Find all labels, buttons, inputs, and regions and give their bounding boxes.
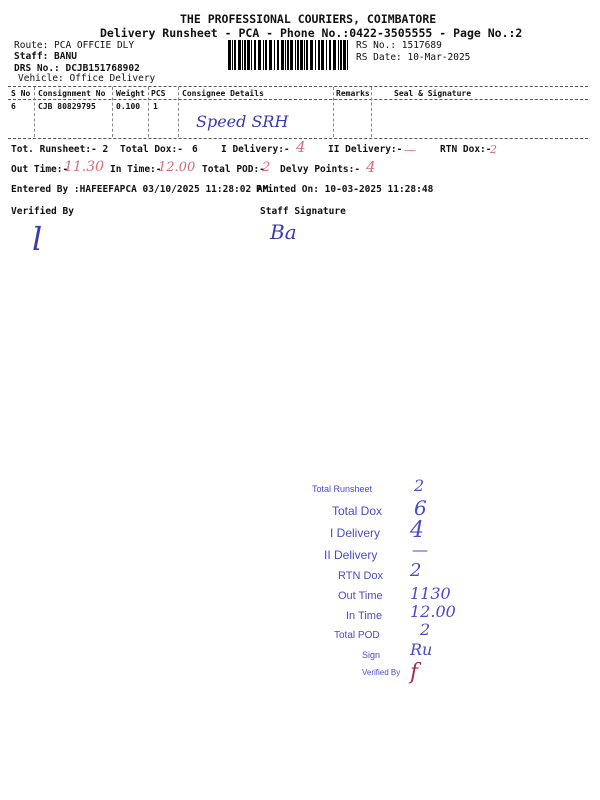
row-pcs: 1 xyxy=(153,102,158,111)
barcode-bar xyxy=(333,40,336,70)
staff-text: Staff: BANU xyxy=(14,51,77,62)
company-title: THE PROFESSIONAL COURIERS, COIMBATORE xyxy=(180,12,437,26)
col-divider xyxy=(112,87,113,137)
barcode-bar xyxy=(281,40,284,70)
staff-signature: Ba xyxy=(270,220,297,244)
barcode-bar xyxy=(326,40,327,70)
stamp-rtn-dox-label: RTN Dox xyxy=(338,570,384,582)
stamp-sign-label: Sign xyxy=(362,650,381,660)
barcode-bar xyxy=(258,40,261,70)
rtn-dox-label: RTN Dox:- xyxy=(440,144,492,155)
in-time-hand: 12.00 xyxy=(158,160,196,175)
barcode-bar xyxy=(263,40,264,70)
barcode-bar xyxy=(321,40,324,70)
barcode-bar xyxy=(234,40,236,70)
entered-by: Entered By :HAFEEFAPCA 03/10/2025 11:28:02 AM xyxy=(11,184,269,195)
col-consignment: Consignment No xyxy=(38,89,106,98)
verified-by-signature: l xyxy=(32,220,43,258)
vehicle-text: Vehicle: Office Delivery xyxy=(18,73,156,84)
delvy-points-hand: 4 xyxy=(366,158,376,176)
ii-delivery-hand: — xyxy=(404,143,416,157)
total-pod-hand: 2 xyxy=(262,160,271,175)
barcode-bar xyxy=(285,40,286,70)
row-sno: 6 xyxy=(11,102,16,111)
stamp-sign-value: Ru xyxy=(410,640,433,659)
col-divider xyxy=(178,87,179,137)
barcode-bar xyxy=(295,40,296,70)
row-consignment: CJB 80829795 xyxy=(38,102,96,111)
barcode-bar xyxy=(338,40,339,70)
col-consignee: Consignee Details xyxy=(182,89,264,98)
col-sno: S No xyxy=(11,89,31,98)
col-divider xyxy=(333,87,334,137)
verified-by-label: Verified By xyxy=(11,206,74,217)
stamp-in-time-value: 12.00 xyxy=(410,602,456,621)
stamp-ii-delivery-label: II Delivery xyxy=(324,548,378,562)
barcode-bar xyxy=(329,40,331,70)
barcode-bar xyxy=(254,40,256,70)
row-consignee-handwriting: Speed SRH xyxy=(196,112,289,131)
runsheet-subtitle: Delivery Runsheet - PCA - Phone No.:0422-3505555 - Page No.:2 xyxy=(100,26,523,40)
barcode-bar xyxy=(244,40,246,70)
stamp-verified-by-value: f xyxy=(410,660,419,685)
rs-no-text: RS No.: 1517689 xyxy=(356,40,442,51)
drs-no-text: DRS No.: DCJB151768902 xyxy=(14,63,140,74)
barcode-bar xyxy=(242,40,243,70)
i-delivery-hand: 4 xyxy=(296,138,306,156)
barcode-bar xyxy=(340,40,342,70)
out-time-label: Out Time:- xyxy=(11,164,69,175)
total-dox-label: Total Dox:- xyxy=(120,144,183,155)
delvy-points-label: Delvy Points:- xyxy=(280,164,361,175)
col-divider xyxy=(34,87,35,137)
stamp-total-dox-value: 6 xyxy=(414,496,427,520)
barcode-bar xyxy=(306,40,308,70)
col-divider xyxy=(148,87,149,137)
total-dox-value: 6 xyxy=(192,144,198,155)
barcode-bar xyxy=(297,40,299,70)
col-pcs: PCS xyxy=(151,89,166,98)
in-time-label: In Time:- xyxy=(110,164,162,175)
barcode-bar xyxy=(277,40,279,70)
route-text: Route: PCA OFFCIE DLY xyxy=(14,40,135,51)
barcode-bar xyxy=(343,40,346,70)
total-pod-label: Total POD:- xyxy=(202,164,265,175)
stamp-total-dox-label: Total Dox xyxy=(332,504,383,518)
stamp-i-delivery-label: I Delivery xyxy=(330,526,381,540)
barcode-bar xyxy=(290,40,293,70)
stamp-total-runsheet-value: 2 xyxy=(414,476,425,495)
i-delivery-label: I Delivery:- xyxy=(221,144,290,155)
barcode-bar xyxy=(310,40,313,70)
stamp-out-time-value: 1130 xyxy=(410,584,451,603)
stamp-in-time-label: In Time xyxy=(346,610,383,622)
rtn-dox-hand: 2 xyxy=(490,143,497,156)
ii-delivery-label: II Delivery:- xyxy=(328,144,403,155)
barcode-bar xyxy=(318,40,320,70)
table-top-rule xyxy=(8,86,588,87)
row-weight: 0.100 xyxy=(116,102,141,111)
barcode-bar xyxy=(228,40,231,70)
barcode-bar xyxy=(274,40,275,70)
barcode xyxy=(228,40,350,70)
barcode-bar xyxy=(269,40,272,70)
out-time-hand: 11.30 xyxy=(64,159,105,175)
col-seal-signature: Seal & Signature xyxy=(394,89,472,98)
col-remarks: Remarks xyxy=(336,89,370,98)
barcode-bar xyxy=(232,40,233,70)
printed-on: Printed On: 10-03-2025 11:28:48 xyxy=(256,184,434,195)
barcode-bar xyxy=(238,40,241,70)
stamp-ii-delivery-value: — xyxy=(412,540,428,559)
stamp-total-pod-label: Total POD xyxy=(334,630,380,641)
barcode-bar xyxy=(347,40,348,70)
barcode-bar xyxy=(315,40,316,70)
barcode-bar xyxy=(304,40,305,70)
stamp-total-runsheet-label: Total Runsheet xyxy=(312,484,373,494)
table-header-rule xyxy=(8,99,588,100)
col-weight: Weight xyxy=(116,89,145,98)
barcode-bar xyxy=(251,40,252,70)
barcode-bar xyxy=(247,40,250,70)
staff-signature-label: Staff Signature xyxy=(260,206,346,217)
barcode-bar xyxy=(287,40,289,70)
col-divider xyxy=(371,87,372,137)
stamp-rtn-dox-value: 2 xyxy=(410,560,422,581)
stamp-i-delivery-value: 4 xyxy=(410,518,424,543)
stamp-total-pod-value: 2 xyxy=(420,620,431,639)
stamp-verified-by-label: Verified By xyxy=(362,668,401,677)
barcode-bar xyxy=(265,40,267,70)
rs-date-text: RS Date: 10-Mar-2025 xyxy=(356,52,471,63)
barcode-bar xyxy=(300,40,303,70)
tot-runsheet: Tot. Runsheet:- 2 xyxy=(11,144,109,155)
stamp-out-time-label: Out Time xyxy=(338,590,383,602)
